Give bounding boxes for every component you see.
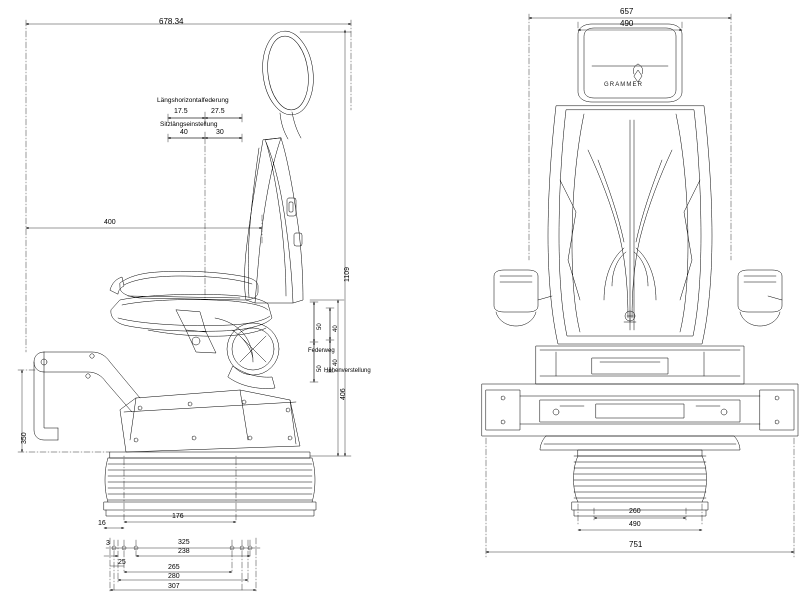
dim-height-adjust-1: 40 <box>333 325 339 332</box>
label-federweg: Federweg <box>308 348 335 354</box>
dim-mount-width-2: 238 <box>178 548 190 555</box>
dim-mount-width-1: 325 <box>178 539 190 546</box>
dim-base-length-inner: 176 <box>172 513 184 520</box>
label-sitzlaengseinstellung: Sitzlängseinstellung <box>160 121 218 128</box>
dim-overall-width: 751 <box>629 540 643 549</box>
dim-overall-height: 1109 <box>344 266 351 282</box>
dim-cushion-height: 406 <box>340 388 347 400</box>
front-view-dimensions <box>486 14 794 558</box>
dim-base-step: 3 <box>106 540 110 547</box>
label-hoehenverstellung: Höhenverstellung <box>324 368 371 374</box>
brand-logo-text: GRAMMER <box>604 82 644 88</box>
dim-backrest-width: 657 <box>620 7 634 16</box>
dim-seat-slide-rear: 40 <box>180 129 188 136</box>
dim-base-offset-front: 16 <box>98 520 106 527</box>
dim-headrest-width: 490 <box>620 19 634 28</box>
label-laengshorizontalfederung: Längshorizontalfederung <box>157 97 229 104</box>
dim-mount-offset: 25 <box>118 559 126 566</box>
dim-overall-length: 678.34 <box>159 17 184 26</box>
dim-base-inner-width: 260 <box>629 508 641 515</box>
dim-backrest-offset: 400 <box>104 219 116 226</box>
dim-mount-width-5: 307 <box>168 583 180 590</box>
dim-base-height: 350 <box>21 432 28 444</box>
dim-suspension-travel-down: 50 <box>317 323 323 330</box>
dim-suspension-travel-up: 50 <box>317 365 323 372</box>
dim-mount-width-3: 265 <box>168 564 180 571</box>
dim-horizontal-suspension-left: 17.5 <box>174 108 188 115</box>
dim-seat-slide-front: 30 <box>216 129 224 136</box>
side-view-dimensions <box>18 17 351 592</box>
dim-base-mid-width: 490 <box>629 521 641 528</box>
dim-horizontal-suspension-right: 27.5 <box>211 108 225 115</box>
dim-height-adjust-2: 40 <box>333 359 339 366</box>
front-view-geometry <box>482 24 798 516</box>
dim-mount-width-4: 280 <box>168 573 180 580</box>
